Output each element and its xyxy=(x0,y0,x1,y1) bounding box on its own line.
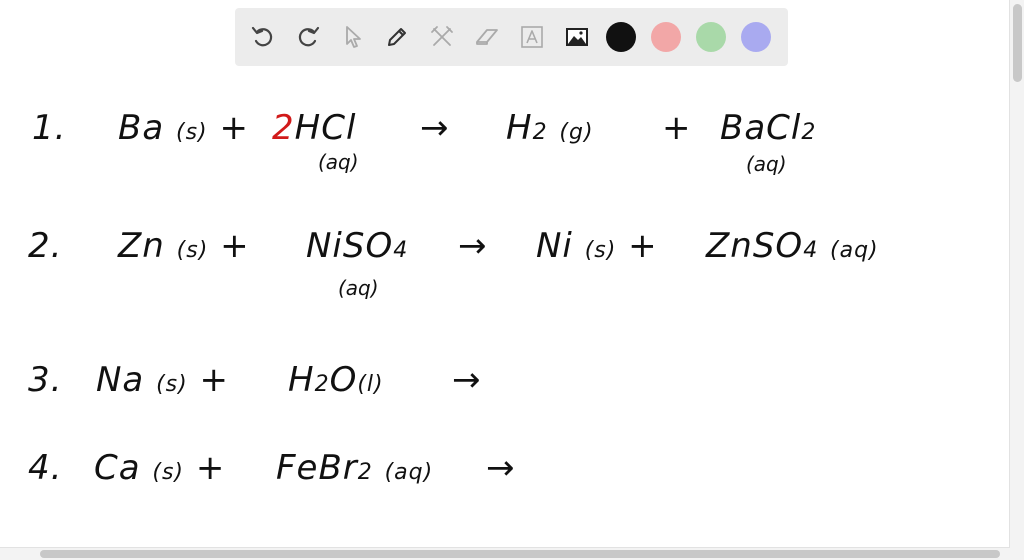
subscript: 4 xyxy=(393,238,409,263)
product-1 xyxy=(536,226,658,266)
text-icon[interactable] xyxy=(517,22,547,52)
phase: (aq) xyxy=(384,460,434,485)
equation-number: 2. xyxy=(28,226,63,266)
equation-number: 1. xyxy=(32,108,67,148)
reactant-1 xyxy=(96,360,229,400)
phase: (l) xyxy=(357,372,384,397)
eraser-icon[interactable] xyxy=(472,22,502,52)
reactant-1 xyxy=(94,448,225,488)
phase: (aq) xyxy=(746,152,787,176)
select-arrow-icon[interactable] xyxy=(338,22,368,52)
phase: (s) xyxy=(176,238,209,263)
reactant-1 xyxy=(118,108,249,148)
horizontal-scroll-thumb[interactable] xyxy=(40,550,1000,558)
vertical-scrollbar[interactable] xyxy=(1009,0,1024,560)
reactant-2 xyxy=(276,448,433,488)
formula: Zn xyxy=(118,226,165,266)
coefficient: 2 xyxy=(272,108,295,148)
reaction-arrow: → xyxy=(486,448,516,488)
formula: Ni xyxy=(536,226,573,266)
subscript: 4 xyxy=(803,238,819,263)
formula: BaCl xyxy=(720,108,802,148)
horizontal-scrollbar[interactable] xyxy=(0,547,1010,560)
phase: (s) xyxy=(175,120,208,145)
undo-icon[interactable] xyxy=(248,22,278,52)
reaction-arrow: → xyxy=(458,226,488,266)
formula: NiSO xyxy=(306,226,394,266)
phase: (g) xyxy=(559,120,594,145)
formula: O xyxy=(329,360,358,400)
reactant-2 xyxy=(288,360,384,400)
subscript: 2 xyxy=(532,120,548,145)
image-icon[interactable] xyxy=(562,22,592,52)
color-black-swatch[interactable] xyxy=(606,22,636,52)
plus-sign: + xyxy=(628,226,658,266)
pen-icon[interactable] xyxy=(382,22,412,52)
reactant-2 xyxy=(272,108,356,148)
phase: (aq) xyxy=(830,238,879,263)
reactant-2 xyxy=(306,226,408,266)
plus-sign: + xyxy=(662,108,692,148)
equation-number: 3. xyxy=(28,360,63,400)
product-1 xyxy=(506,108,594,148)
phase: (s) xyxy=(584,238,617,263)
plus-sign: + xyxy=(199,360,230,400)
color-green-swatch[interactable] xyxy=(696,22,726,52)
plus-sign: + xyxy=(220,226,250,266)
formula: ZnSO xyxy=(706,226,804,266)
formula: H xyxy=(506,108,533,148)
color-blue-swatch[interactable] xyxy=(741,22,771,52)
reactant-1 xyxy=(118,226,250,266)
plus-sign: + xyxy=(195,448,226,488)
equation-number: 4. xyxy=(28,448,63,488)
formula: Ca xyxy=(94,448,141,488)
vertical-scroll-thumb[interactable] xyxy=(1013,4,1022,82)
tools-icon[interactable] xyxy=(427,22,457,52)
color-pink-swatch[interactable] xyxy=(651,22,681,52)
equation-line-1 xyxy=(32,108,66,148)
phase: (s) xyxy=(156,372,188,397)
phase: (aq) xyxy=(318,150,359,174)
formula: HCl xyxy=(294,108,357,148)
formula: H xyxy=(288,360,315,400)
phase: (s) xyxy=(152,460,185,485)
product-2 xyxy=(706,226,879,266)
plus-sign: + xyxy=(219,108,249,148)
whiteboard-canvas[interactable] xyxy=(0,70,1010,548)
phase: (aq) xyxy=(338,276,379,300)
formula: Ba xyxy=(118,108,165,148)
subscript: 2 xyxy=(801,120,817,145)
formula: FeBr xyxy=(276,448,358,488)
redo-icon[interactable] xyxy=(293,22,323,52)
drawing-toolbar xyxy=(235,8,788,66)
product-2 xyxy=(720,108,816,148)
formula: Na xyxy=(96,360,145,400)
subscript: 2 xyxy=(314,372,330,397)
subscript: 2 xyxy=(357,460,373,485)
reaction-arrow: → xyxy=(420,108,450,148)
reaction-arrow: → xyxy=(452,360,482,400)
